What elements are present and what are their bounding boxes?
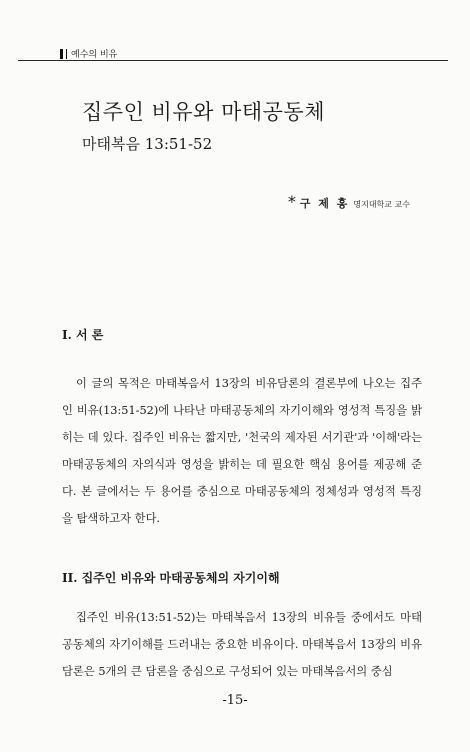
author-name: 구 제 홍	[299, 197, 350, 210]
article-subtitle: 마태복음 13:51-52	[82, 135, 213, 153]
header-bars-icon	[60, 49, 67, 59]
intro-paragraph	[62, 370, 422, 532]
section2-paragraph	[62, 604, 422, 685]
running-title: 예수의 비유	[71, 50, 118, 60]
section-heading-intro: I. 서 론	[62, 328, 104, 342]
header-rule	[18, 60, 448, 61]
running-header	[60, 47, 117, 60]
article-title: 집주인 비유와 마태공동체	[82, 100, 325, 124]
paragraph-text: 집주인 비유(13:51-52)는 마태복음서 13장의 비유들 중에서도 마태공동체의 자기이해를 드러내는 중요한 비유이다. 마태복음서 13장의 비유담론은 5개의 큰 담론을 중심으로 구성되어 있는 마태복음서의 중심	[62, 611, 422, 678]
author-line	[288, 192, 410, 211]
author-affiliation: 명지대학교 교수	[353, 200, 410, 209]
paragraph-text: 이 글의 목적은 마태복음서 13장의 비유담론의 결론부에 나오는 집주인 비유(13:51-52)에 나타난 마태공동체의 자기이해와 영성적 특징을 밝히는 데 있다. 집주인 비유는 짧지만, '천국의 제자된 서기관'과 '이해'라는 마태공동체의 자의식과 영성을 밝히는 데 필요한 핵심 용어를 제공해 준다. 본 글에서는 두 용어를 중심으로 마태공동체의 정체성과 영성적 특징을 탐색하고자 한다.	[62, 377, 422, 525]
page-number: -15-	[222, 693, 248, 708]
section-heading-2: II. 집주인 비유와 마태공동체의 자기이해	[62, 571, 280, 585]
author-marker: *	[287, 192, 296, 211]
